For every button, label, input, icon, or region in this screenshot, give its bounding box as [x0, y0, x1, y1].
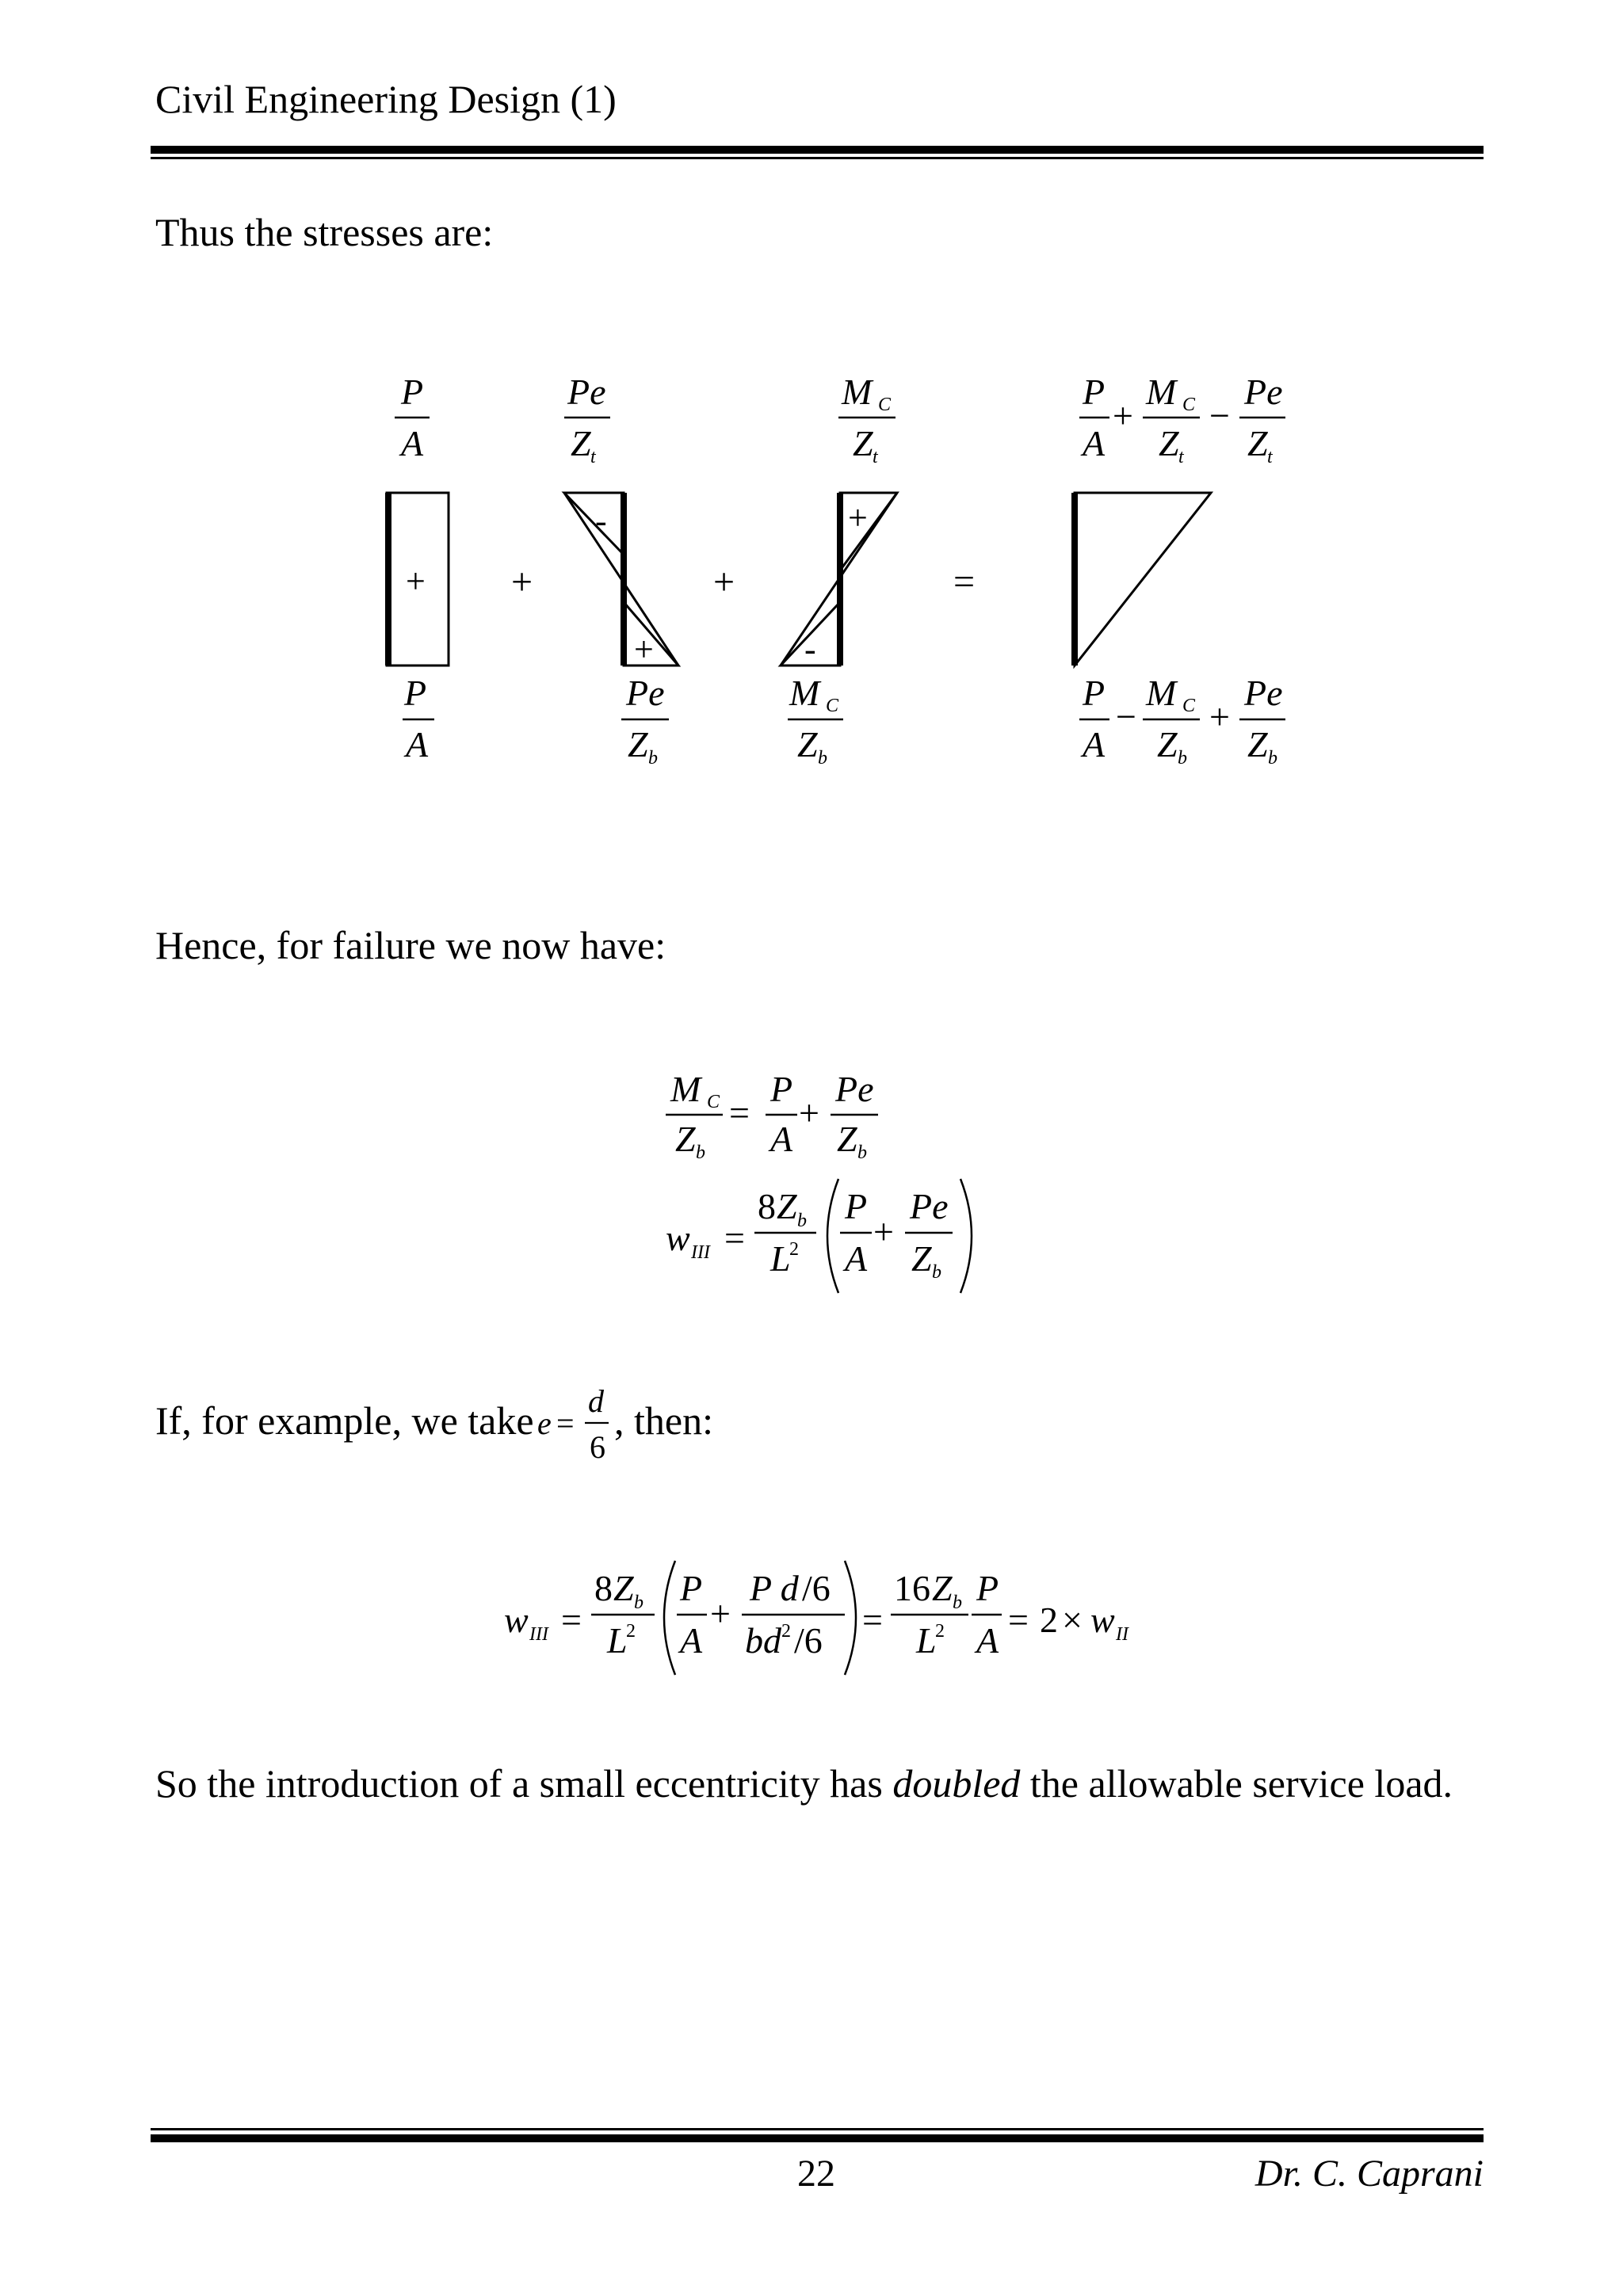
svg-text:16: 16 — [894, 1568, 930, 1608]
svg-text:t: t — [590, 447, 596, 467]
example-text-before: If, for example, we take — [155, 1398, 534, 1443]
svg-text:Z: Z — [1157, 724, 1178, 765]
svg-text:bd: bd — [745, 1620, 781, 1661]
svg-text:L: L — [607, 1620, 628, 1661]
sign-minus-moment-bottom: - — [804, 630, 816, 669]
footer-author: Dr. C. Caprani — [1254, 2153, 1484, 2195]
hence-text: Hence, for failure we now have: — [155, 923, 666, 967]
svg-text:=: = — [1008, 1600, 1029, 1640]
svg-text:M: M — [842, 372, 873, 412]
svg-text:P: P — [770, 1069, 793, 1109]
sign-plus-moment-top: + — [848, 498, 868, 537]
svg-text:Z: Z — [628, 724, 648, 765]
formula-Pe-over-Zb — [621, 673, 669, 769]
svg-text:=: = — [862, 1600, 883, 1640]
svg-text:t: t — [1267, 447, 1273, 467]
page-number: 22 — [797, 2153, 835, 2195]
svg-text:C: C — [707, 1092, 720, 1112]
svg-text:=: = — [556, 1405, 575, 1441]
formula-Pe-over-Zt — [564, 372, 610, 467]
svg-text:b: b — [634, 1592, 643, 1613]
svg-text:Pe: Pe — [567, 372, 606, 412]
svg-text:L: L — [916, 1620, 937, 1661]
svg-text:A: A — [976, 1620, 999, 1661]
svg-text:Z: Z — [797, 724, 818, 765]
svg-text:Z: Z — [571, 423, 591, 463]
svg-text:P: P — [404, 673, 427, 713]
svg-text:M: M — [1146, 673, 1177, 713]
footer-rule-thick — [151, 2134, 1484, 2142]
moment-stress-diagram — [781, 493, 897, 669]
formula-resultant-top — [1079, 372, 1285, 467]
svg-text:P: P — [1083, 372, 1106, 412]
formula-P-over-A-bottom — [403, 673, 434, 765]
svg-text:P: P — [401, 372, 424, 412]
svg-text:Z: Z — [777, 1186, 797, 1226]
svg-text:C: C — [1182, 696, 1196, 716]
svg-text:w: w — [504, 1600, 529, 1640]
svg-text:A: A — [770, 1119, 793, 1159]
svg-text:8: 8 — [594, 1568, 613, 1608]
svg-text:P: P — [1083, 673, 1106, 713]
svg-text:=: = — [729, 1093, 750, 1133]
svg-text:6: 6 — [590, 1429, 605, 1465]
svg-text:/6: /6 — [802, 1568, 831, 1608]
svg-text:A: A — [401, 423, 424, 463]
svg-text:P: P — [680, 1568, 703, 1608]
svg-text:e: e — [537, 1405, 552, 1441]
svg-text:A: A — [406, 724, 429, 765]
svg-text:C: C — [1182, 395, 1196, 415]
conclusion-after: the allowable service load. — [1020, 1761, 1453, 1806]
svg-text:t: t — [1178, 447, 1184, 467]
svg-text:/6: /6 — [794, 1620, 823, 1661]
conclusion-emphasis: doubled — [892, 1761, 1021, 1806]
svg-text:b: b — [932, 1262, 941, 1283]
svg-text:Pe: Pe — [910, 1186, 949, 1226]
svg-text:A: A — [845, 1238, 868, 1279]
svg-text:2: 2 — [626, 1621, 636, 1642]
example-text-after: , then: — [614, 1398, 713, 1443]
formula-Mc-over-Zt — [838, 372, 896, 467]
svg-text:b: b — [818, 748, 827, 769]
svg-text:Z: Z — [1247, 724, 1268, 765]
equation-doubled-load — [504, 1561, 1129, 1675]
svg-text:+: + — [1113, 395, 1133, 436]
svg-text:P: P — [976, 1568, 999, 1608]
svg-text:2: 2 — [1040, 1600, 1058, 1640]
svg-text:b: b — [696, 1142, 705, 1163]
svg-text:Pe: Pe — [1244, 673, 1283, 713]
svg-text:Z: Z — [911, 1238, 932, 1279]
svg-text:C: C — [878, 395, 892, 415]
svg-text:−: − — [1209, 395, 1230, 436]
inline-equation-e-d6 — [537, 1383, 609, 1465]
resultant-stress-diagram — [1075, 493, 1211, 666]
svg-text:Z: Z — [853, 423, 873, 463]
sign-minus-top: - — [595, 502, 607, 540]
svg-text:w: w — [666, 1218, 690, 1258]
sign-plus-uniform: + — [406, 562, 426, 601]
formula-P-over-A-top — [395, 372, 430, 463]
svg-text:C: C — [826, 696, 839, 716]
svg-text:2: 2 — [935, 1621, 945, 1642]
uniform-stress-block — [387, 493, 449, 666]
svg-text:+: + — [710, 1593, 731, 1634]
formula-resultant-bottom — [1079, 673, 1285, 769]
sign-plus-bottom: + — [634, 630, 654, 669]
svg-text:M: M — [670, 1069, 701, 1109]
svg-text:Z: Z — [1247, 423, 1268, 463]
svg-text:d: d — [588, 1383, 604, 1419]
svg-text:t: t — [873, 447, 878, 467]
svg-text:Pe: Pe — [626, 673, 665, 713]
equation-failure-load — [666, 1179, 972, 1293]
eccentric-prestress-diagram — [564, 493, 678, 669]
running-header-title: Civil Engineering Design (1) — [155, 77, 617, 121]
svg-text:III: III — [529, 1624, 548, 1645]
svg-text:b: b — [648, 748, 658, 769]
svg-text:A: A — [1083, 724, 1106, 765]
svg-text:−: − — [1116, 696, 1136, 737]
equation-failure-moment — [666, 1069, 878, 1163]
svg-text:w: w — [1090, 1600, 1115, 1640]
formula-Mc-over-Zb — [788, 673, 843, 769]
svg-text:M: M — [1146, 372, 1177, 412]
svg-text:+: + — [1209, 696, 1230, 737]
operator-equals: = — [953, 561, 976, 603]
intro-text: Thus the stresses are: — [155, 210, 494, 254]
svg-text:b: b — [797, 1211, 807, 1231]
svg-text:M: M — [789, 673, 820, 713]
svg-text:=: = — [724, 1218, 745, 1258]
conclusion-before: So the introduction of a small eccentricity has — [155, 1761, 893, 1806]
svg-text:=: = — [561, 1600, 582, 1640]
svg-text:b: b — [953, 1592, 962, 1613]
svg-text:Z: Z — [613, 1568, 634, 1608]
svg-text:8: 8 — [758, 1186, 776, 1226]
svg-text:P: P — [845, 1186, 868, 1226]
svg-text:b: b — [1268, 748, 1277, 769]
operator-plus-1: + — [511, 561, 533, 603]
operator-plus-2: + — [713, 561, 735, 603]
svg-text:×: × — [1062, 1600, 1083, 1640]
svg-text:P d: P d — [750, 1568, 799, 1608]
svg-text:Z: Z — [932, 1568, 953, 1608]
svg-text:Pe: Pe — [835, 1069, 874, 1109]
svg-text:2: 2 — [789, 1239, 799, 1260]
svg-text:+: + — [873, 1211, 894, 1252]
svg-text:II: II — [1116, 1624, 1128, 1645]
svg-text:Z: Z — [675, 1119, 696, 1159]
svg-text:A: A — [1083, 423, 1106, 463]
svg-text:L: L — [770, 1238, 791, 1279]
svg-text:+: + — [799, 1093, 819, 1133]
footer-rule-thin — [151, 2128, 1484, 2130]
svg-text:b: b — [857, 1142, 867, 1163]
svg-text:Pe: Pe — [1244, 372, 1283, 412]
svg-text:A: A — [680, 1620, 703, 1661]
svg-text:III: III — [691, 1242, 710, 1263]
svg-text:Z: Z — [1159, 423, 1179, 463]
svg-text:2: 2 — [781, 1621, 791, 1642]
svg-text:Z: Z — [837, 1119, 857, 1159]
svg-text:b: b — [1178, 748, 1187, 769]
